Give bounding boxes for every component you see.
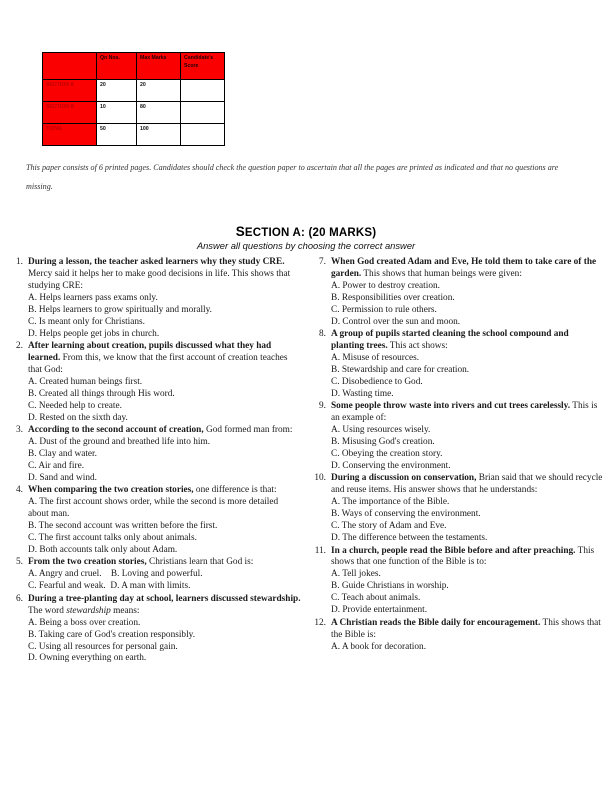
answer-option[interactable]: D. Owning everything on earth. bbox=[28, 653, 147, 664]
question-stem bbox=[28, 594, 301, 618]
question-stem bbox=[331, 546, 604, 570]
question-number: 10. bbox=[314, 473, 326, 484]
marks-summary-table-wrapper bbox=[42, 52, 225, 146]
question-stem-bold: After learning about creation, pupils discussed what they had learned. bbox=[28, 341, 272, 363]
question-stem-bold: When God created Adam and Eve, He told them to take care of the garden. bbox=[331, 257, 597, 279]
question-item bbox=[8, 594, 301, 666]
marks-summary-table bbox=[42, 52, 225, 146]
question-list bbox=[311, 257, 604, 653]
question-number: 4. bbox=[16, 485, 23, 496]
question-stem bbox=[28, 257, 301, 293]
question-item bbox=[8, 257, 301, 341]
table-header-max-marks: Max Marks bbox=[137, 53, 181, 80]
question-stem bbox=[28, 485, 301, 497]
question-number: 12. bbox=[314, 617, 326, 628]
answer-option-list bbox=[28, 497, 301, 557]
answer-option[interactable]: A. Tell jokes. bbox=[331, 569, 381, 580]
answer-option-list bbox=[331, 353, 604, 401]
question-stem-rest: This is an example of: bbox=[331, 401, 598, 424]
table-row bbox=[43, 102, 225, 124]
table-row bbox=[43, 80, 225, 102]
question-stem bbox=[331, 257, 604, 281]
question-stem-bold: A Christian reads the Bible daily for encouragement. bbox=[331, 617, 541, 628]
answer-option[interactable]: C. Using all resources for personal gain. bbox=[28, 641, 178, 652]
answer-option[interactable]: A. Angry and cruel. B. Loving and powerful. bbox=[28, 569, 203, 580]
question-stem-bold: During a discussion on conservation, bbox=[331, 473, 477, 484]
question-stem bbox=[331, 473, 604, 497]
answer-option[interactable]: A. The importance of the Bible. bbox=[331, 497, 450, 508]
question-number: 6. bbox=[16, 593, 23, 604]
question-stem-rest: This act shows: bbox=[387, 341, 448, 352]
answer-option[interactable]: B. Ways of conserving the environment. bbox=[331, 509, 481, 520]
answer-option[interactable]: C. Permission to rule others. bbox=[331, 304, 437, 315]
answer-option[interactable]: B. Responsibilities over creation. bbox=[331, 292, 455, 303]
question-item bbox=[311, 257, 604, 329]
question-stem-bold: According to the second account of creation, bbox=[28, 425, 204, 436]
table-header-row bbox=[43, 53, 225, 80]
question-item bbox=[8, 425, 301, 485]
answer-option[interactable]: D. Both accounts talk only about Adam. bbox=[28, 545, 178, 555]
table-header-qn-nos: Qn Nos. bbox=[97, 53, 137, 80]
answer-option[interactable]: B. Helps learners to grow spiritually and morally. bbox=[28, 304, 213, 315]
answer-option[interactable]: C. Teach about animals. bbox=[331, 593, 421, 604]
section-subtitle: Answer all questions by choosing the correct answer bbox=[196, 240, 416, 251]
table-row bbox=[43, 124, 225, 146]
answer-option-list bbox=[28, 618, 301, 666]
question-stem-rest: This shows that the Bible is: bbox=[331, 617, 601, 640]
question-stem bbox=[331, 401, 604, 425]
cell-total-max-marks: 100 bbox=[137, 124, 181, 146]
question-stem-rest: The word bbox=[28, 605, 67, 616]
answer-option-list bbox=[28, 293, 301, 341]
cell-section-b-max-marks: 80 bbox=[137, 102, 181, 124]
answer-option[interactable]: D. Conserving the environment. bbox=[331, 460, 451, 471]
answer-option[interactable]: A. A book for decoration. bbox=[331, 641, 427, 652]
answer-option[interactable]: B. The second account was written before the first. bbox=[28, 521, 218, 532]
answer-option[interactable]: C. The story of Adam and Eve. bbox=[331, 521, 447, 532]
answer-option[interactable]: B. Clay and water. bbox=[28, 449, 97, 459]
answer-option-list bbox=[28, 569, 301, 593]
paper-note: This paper consists of 6 printed pages. Candidates should check the question paper to ascertain that all the pages are printed as indicated and that no questions are missing. bbox=[26, 163, 559, 192]
answer-option-list bbox=[331, 642, 604, 654]
answer-option[interactable]: D. Sand and wind. bbox=[28, 472, 97, 483]
question-item bbox=[311, 401, 604, 473]
question-stem-bold: During a lesson, the teacher asked learners why they study CRE. bbox=[28, 257, 285, 267]
answer-option[interactable]: D. Rested on the sixth day. bbox=[28, 412, 128, 423]
cell-section-a-score[interactable] bbox=[181, 80, 225, 102]
question-stem-rest: This shows that one function of the Bible is to: bbox=[331, 545, 595, 568]
question-stem-bold: Some people throw waste into rivers and cut trees carelessly. bbox=[331, 401, 571, 412]
answer-option[interactable]: D. Helps people get jobs in church. bbox=[28, 328, 160, 339]
answer-option-list bbox=[331, 569, 604, 617]
answer-option-list bbox=[331, 497, 604, 545]
question-item bbox=[8, 557, 301, 593]
question-stem-rest: From this, we know that the first account of creation teaches that God: bbox=[28, 353, 288, 375]
answer-option-list bbox=[331, 281, 604, 329]
question-stem-rest: Brian said that we should recycle and reuse items. His answer shows that he understands: bbox=[331, 473, 603, 496]
question-stem-bold: During a tree-planting day at school, learners discussed stewardship. bbox=[28, 593, 301, 604]
question-stem bbox=[28, 557, 301, 569]
answer-option[interactable]: C. The first account talks only about animals. bbox=[28, 533, 197, 544]
table-header-unit bbox=[43, 53, 97, 80]
cell-section-b-qn-nos: 10 bbox=[97, 102, 137, 124]
question-item bbox=[311, 546, 604, 618]
question-stem-bold: From the two creation stories, bbox=[28, 557, 147, 568]
question-stem-rest: Mercy said it helps her to make good decisions in life. This shows that studying CRE: bbox=[28, 268, 291, 291]
answer-option-list bbox=[28, 377, 301, 425]
question-column-right bbox=[311, 257, 604, 666]
row-label-total: TOTAL bbox=[43, 124, 97, 146]
question-stem-rest: one difference is that: bbox=[193, 485, 277, 496]
answer-option[interactable]: B. Created all things through His word. bbox=[28, 388, 175, 399]
question-number: 8. bbox=[319, 329, 326, 340]
answer-option[interactable]: B. Misusing God's creation. bbox=[331, 437, 435, 448]
question-item bbox=[311, 329, 604, 401]
question-column-left bbox=[8, 257, 301, 666]
answer-option[interactable]: B. Guide Christians in worship. bbox=[331, 581, 449, 592]
question-stem bbox=[28, 341, 301, 377]
question-stem-bold: When comparing the two creation stories, bbox=[28, 485, 194, 496]
question-stem-bold: A group of pupils started cleaning the school compound and planting trees. bbox=[331, 329, 569, 352]
question-item bbox=[8, 341, 301, 425]
question-item bbox=[311, 473, 604, 545]
answer-option[interactable]: C. Obeying the creation story. bbox=[331, 449, 443, 459]
answer-option[interactable]: A. Created human beings first. bbox=[28, 376, 143, 387]
question-number: 3. bbox=[16, 425, 23, 436]
question-number: 1. bbox=[16, 257, 23, 267]
question-item bbox=[8, 485, 301, 557]
question-columns bbox=[8, 257, 604, 666]
question-stem-bold: In a church, people read the Bible before and after preaching. bbox=[331, 545, 576, 556]
section-title bbox=[0, 224, 612, 239]
answer-option[interactable]: C. Air and fire. bbox=[28, 460, 85, 471]
cell-section-b-score[interactable] bbox=[181, 102, 225, 124]
answer-option[interactable]: A. Misuse of resources. bbox=[331, 353, 420, 363]
answer-option[interactable]: D. Provide entertainment. bbox=[331, 605, 428, 616]
answer-option[interactable]: B. Stewardship and care for creation. bbox=[331, 364, 470, 375]
cell-total-qn-nos: 50 bbox=[97, 124, 137, 146]
answer-option[interactable]: A. Being a boss over creation. bbox=[28, 617, 141, 628]
cell-section-a-qn-nos: 20 bbox=[97, 80, 137, 102]
question-item bbox=[311, 618, 604, 654]
answer-option[interactable]: C. Fearful and weak. D. A man with limits. bbox=[28, 581, 191, 592]
answer-option[interactable]: A. Power to destroy creation. bbox=[331, 280, 440, 291]
answer-option[interactable]: D. Control over the sun and moon. bbox=[331, 316, 461, 327]
answer-option-list bbox=[331, 425, 604, 473]
question-number: 5. bbox=[16, 557, 23, 568]
answer-option[interactable]: A. Helps learners pass exams only. bbox=[28, 292, 158, 303]
question-stem bbox=[331, 618, 604, 642]
table-header-candidates-score: Candidate's Score bbox=[181, 53, 225, 80]
question-stem bbox=[331, 329, 604, 353]
question-list bbox=[8, 257, 301, 665]
answer-option[interactable]: C. Needed help to create. bbox=[28, 400, 122, 411]
answer-option[interactable]: A. Dust of the ground and breathed life into him. bbox=[28, 437, 211, 448]
answer-option[interactable]: C. Is meant only for Christians. bbox=[28, 316, 145, 327]
cell-section-a-max-marks: 20 bbox=[137, 80, 181, 102]
question-stem-rest: God formed man from: bbox=[203, 425, 293, 436]
question-stem-rest: Christians learn that God is: bbox=[146, 557, 254, 568]
answer-option-list bbox=[28, 437, 301, 485]
question-stem-italic-term: stewardship bbox=[66, 605, 111, 616]
question-number: 11. bbox=[314, 545, 326, 556]
answer-option[interactable]: B. Taking care of God's creation responsibly. bbox=[28, 629, 196, 640]
cell-total-score[interactable] bbox=[181, 124, 225, 146]
question-number: 9. bbox=[319, 401, 326, 412]
question-stem-tail: means: bbox=[110, 605, 140, 616]
row-label-section-a: SECTION A bbox=[43, 80, 97, 102]
answer-option[interactable]: A. Using resources wisely. bbox=[331, 425, 431, 436]
row-label-section-b: SECTION B bbox=[43, 102, 97, 124]
answer-option[interactable]: C. Disobedience to God. bbox=[331, 376, 423, 387]
answer-option[interactable]: D. Wasting time. bbox=[331, 388, 394, 399]
question-number: 7. bbox=[319, 257, 326, 267]
question-number: 2. bbox=[16, 341, 23, 352]
answer-option[interactable]: A. The first account shows order, while the second is more detailed about man. bbox=[28, 497, 281, 520]
answer-option[interactable]: D. The difference between the testaments. bbox=[331, 533, 488, 544]
section-title-first-letter: S bbox=[235, 224, 245, 239]
question-stem bbox=[28, 425, 301, 437]
section-title-rest: ECTION A: (20 MARKS) bbox=[244, 227, 377, 239]
question-stem-rest: This shows that human beings were given: bbox=[361, 268, 522, 279]
